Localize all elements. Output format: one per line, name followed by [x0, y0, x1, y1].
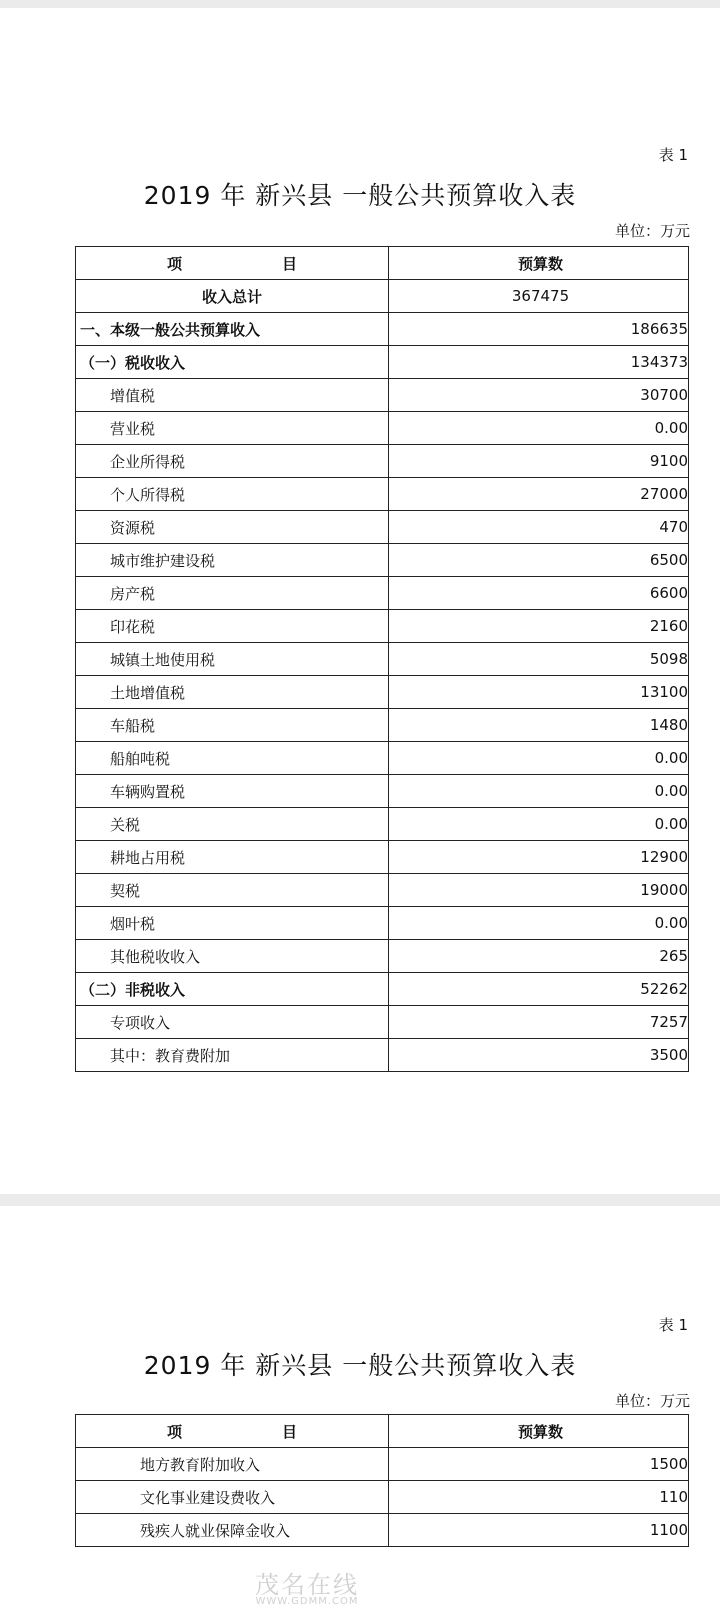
row-value: 0.00 [389, 742, 689, 775]
row-value: 0.00 [389, 907, 689, 940]
table-row [76, 874, 689, 907]
table-number: 表 1 [658, 1316, 688, 1334]
row-label: 增值税 [76, 379, 389, 412]
row-label: 契税 [76, 874, 389, 907]
header-value: 预算数 [389, 247, 689, 280]
row-label: 关税 [76, 808, 389, 841]
header-value: 预算数 [389, 1415, 689, 1448]
table-row [76, 907, 689, 940]
row-label: 企业所得税 [76, 445, 389, 478]
row-value: 5098 [389, 643, 689, 676]
row-label: 车船税 [76, 709, 389, 742]
table-row [76, 1481, 689, 1514]
row-value: 2160 [389, 610, 689, 643]
table-row [76, 445, 689, 478]
header-item-right: 目 [282, 1422, 298, 1441]
table-row [76, 841, 689, 874]
row-label: 一、本级一般公共预算收入 [76, 313, 389, 346]
header-item [76, 247, 389, 280]
table-row [76, 1039, 689, 1072]
row-value: 0.00 [389, 775, 689, 808]
row-value: 265 [389, 940, 689, 973]
row-label: 房产税 [76, 577, 389, 610]
table-header-row [76, 247, 689, 280]
row-value: 19000 [389, 874, 689, 907]
row-label: 烟叶税 [76, 907, 389, 940]
table-row [76, 577, 689, 610]
page-gap-top [0, 0, 720, 8]
table-row [76, 643, 689, 676]
page-title: 2019 年 新兴县 一般公共预算收入表 [143, 181, 577, 210]
document-page-1 [0, 14, 720, 1194]
table-row [76, 940, 689, 973]
table-header-row [76, 1415, 689, 1448]
row-label: 资源税 [76, 511, 389, 544]
page-title: 2019 年 新兴县 一般公共预算收入表 [143, 1351, 577, 1380]
row-label: 个人所得税 [76, 478, 389, 511]
row-label: 耕地占用税 [76, 841, 389, 874]
total-value: 367475 [389, 280, 689, 313]
row-value: 1100 [389, 1514, 689, 1547]
row-value: 30700 [389, 379, 689, 412]
row-label: 残疾人就业保障金收入 [76, 1514, 389, 1547]
table-row [76, 676, 689, 709]
row-value: 0.00 [389, 412, 689, 445]
table-row [76, 346, 689, 379]
table-row [76, 1006, 689, 1039]
table-row [76, 1448, 689, 1481]
watermark [255, 1565, 359, 1607]
table-row [76, 379, 689, 412]
header-item-right: 目 [282, 254, 298, 273]
table-number: 表 1 [658, 146, 688, 164]
row-value: 7257 [389, 1006, 689, 1039]
table-row [76, 742, 689, 775]
table-row [76, 973, 689, 1006]
table-row [76, 412, 689, 445]
table-row [76, 478, 689, 511]
row-value: 6600 [389, 577, 689, 610]
table-row [76, 544, 689, 577]
row-label: 城镇土地使用税 [76, 643, 389, 676]
header-item [76, 1415, 389, 1448]
budget-table [75, 1414, 689, 1547]
row-value: 6500 [389, 544, 689, 577]
row-label: 地方教育附加收入 [76, 1448, 389, 1481]
page-gap [0, 1194, 720, 1206]
row-label: （一）税收收入 [76, 346, 389, 379]
table-row [76, 808, 689, 841]
row-value: 0.00 [389, 808, 689, 841]
header-item-left: 项 [166, 254, 182, 273]
table-row [76, 610, 689, 643]
row-label: 印花税 [76, 610, 389, 643]
row-value: 9100 [389, 445, 689, 478]
row-label: 土地增值税 [76, 676, 389, 709]
row-value: 13100 [389, 676, 689, 709]
row-label: 其中：教育费附加 [76, 1039, 389, 1072]
table-row [76, 511, 689, 544]
row-label: 城市维护建设税 [76, 544, 389, 577]
table-row [76, 709, 689, 742]
unit-label: 单位：万元 [614, 222, 690, 240]
table-row [76, 1514, 689, 1547]
total-row [76, 280, 689, 313]
header-item-left: 项 [166, 1422, 182, 1441]
row-value: 470 [389, 511, 689, 544]
watermark-sub: WWW.GDMM.COM [255, 1596, 359, 1607]
row-label: 文化事业建设费收入 [76, 1481, 389, 1514]
row-label: （二）非税收入 [76, 973, 389, 1006]
row-label: 专项收入 [76, 1006, 389, 1039]
row-value: 1480 [389, 709, 689, 742]
row-label: 船舶吨税 [76, 742, 389, 775]
row-value: 110 [389, 1481, 689, 1514]
row-value: 3500 [389, 1039, 689, 1072]
row-value: 12900 [389, 841, 689, 874]
row-label: 其他税收收入 [76, 940, 389, 973]
total-label: 收入总计 [76, 280, 389, 313]
row-value: 134373 [389, 346, 689, 379]
unit-label: 单位：万元 [614, 1392, 690, 1410]
row-value: 186635 [389, 313, 689, 346]
watermark-main: 茂名在线 [255, 1571, 359, 1599]
row-label: 车辆购置税 [76, 775, 389, 808]
document-page-2 [0, 1206, 720, 1600]
row-value: 27000 [389, 478, 689, 511]
budget-table [75, 246, 689, 1072]
row-label: 营业税 [76, 412, 389, 445]
table-row [76, 775, 689, 808]
row-value: 52262 [389, 973, 689, 1006]
table-row [76, 313, 689, 346]
row-value: 1500 [389, 1448, 689, 1481]
